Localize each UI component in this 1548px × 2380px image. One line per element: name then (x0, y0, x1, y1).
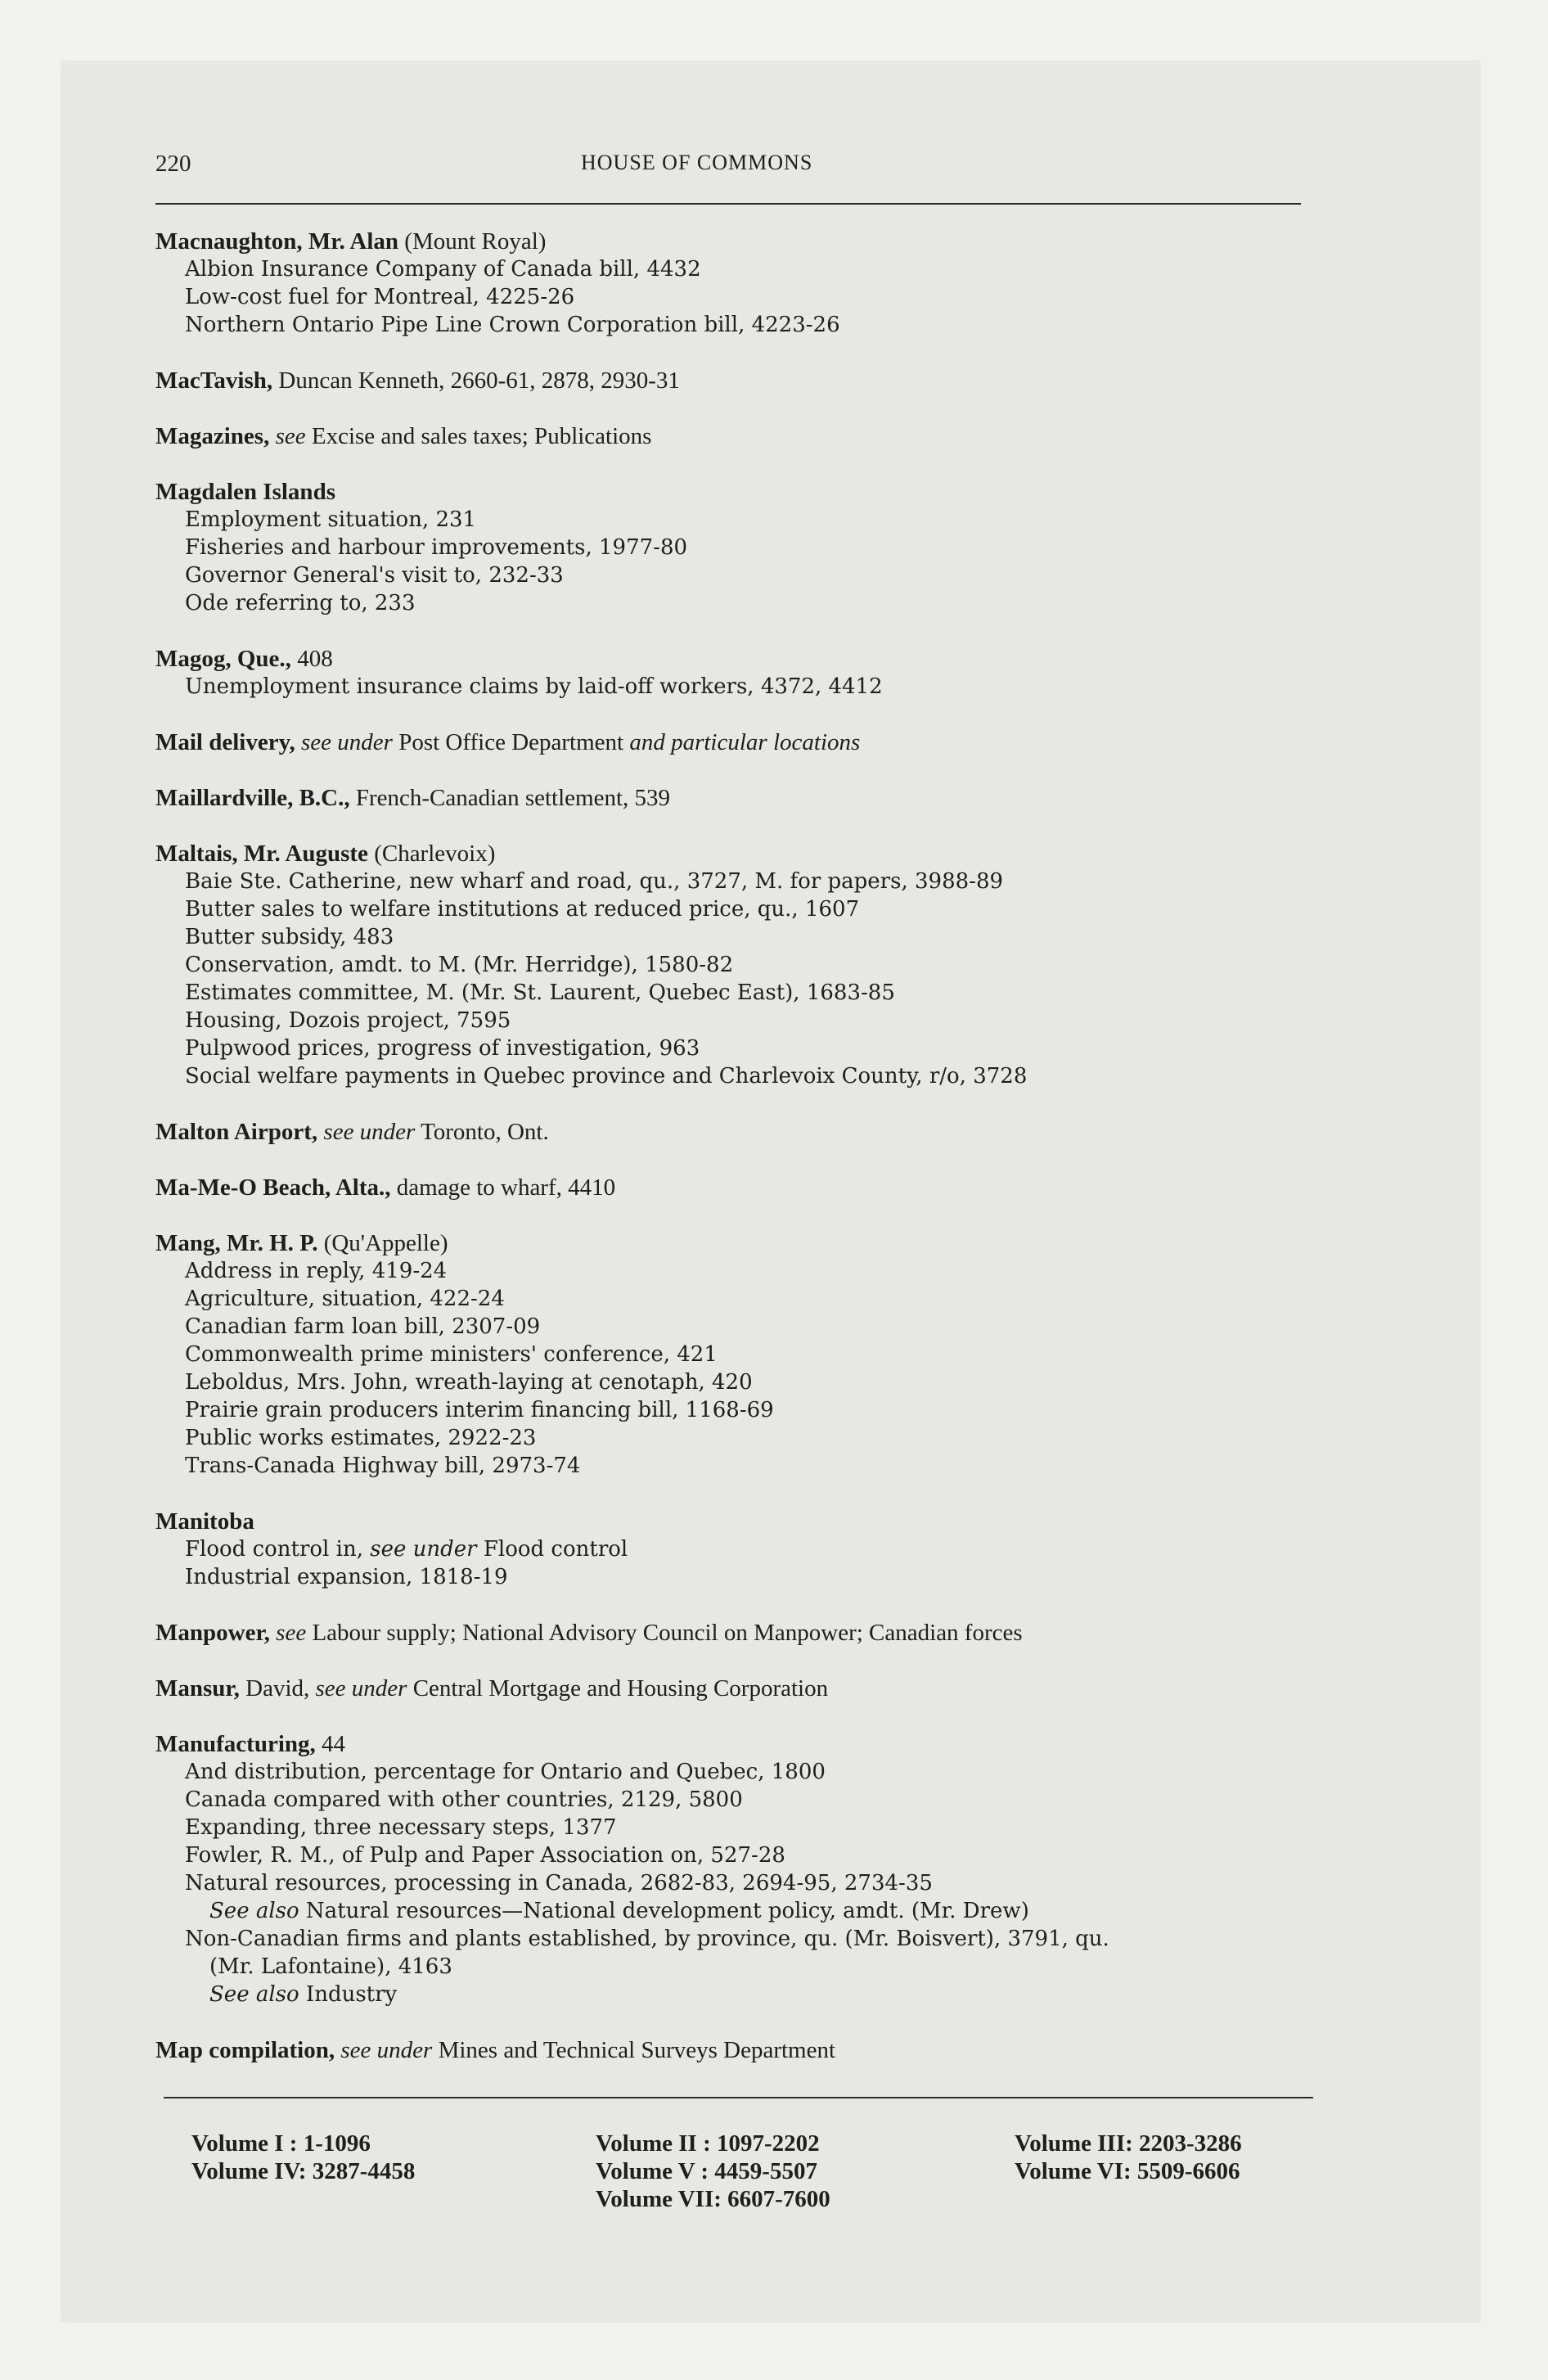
entry-name: Magdalen Islands (155, 479, 335, 505)
index-entry (155, 1174, 1317, 1201)
subentry: Butter sales to welfare institutions at reduced price, qu., 1607 (185, 897, 860, 922)
see-reference: see under (340, 2037, 433, 2063)
entry-text: French-Canadian settlement, 539 (349, 785, 671, 811)
index-entry (155, 1675, 1317, 1702)
subentry: Employment situation, 231 (185, 507, 477, 532)
entry-name: Macnaughton, Mr. Alan (155, 228, 399, 255)
entry-name: Ma-Me-O Beach, Alta., (155, 1174, 391, 1201)
subentry: (Mr. Lafontaine), 4163 (209, 1954, 452, 1979)
volume-footer (191, 2130, 1337, 2220)
subentry: Albion Insurance Company of Canada bill, 4432 (185, 257, 701, 282)
subentry: Northern Ontario Pipe Line Crown Corporation bill, 4223-26 (185, 313, 840, 337)
volume-label: Volume IV: 3287-4458 (191, 2158, 416, 2184)
index-entry (155, 2036, 1317, 2064)
subentry: Pulpwood prices, progress of investigation, 963 (185, 1036, 700, 1061)
subentry: Canadian farm loan bill, 2307-09 (185, 1314, 541, 1339)
entry-heading (155, 645, 1317, 673)
entry-heading (155, 2036, 1317, 2064)
entry-text: Toronto, Ont. (415, 1119, 549, 1145)
subentry: Governor General's visit to, 232-33 (185, 563, 564, 588)
subentry: Unemployment insurance claims by laid-off workers, 4372, 4412 (185, 674, 883, 699)
volume-label: Volume VII: 6607-7600 (596, 2186, 830, 2212)
subentry: Housing, Dozois project, 7595 (185, 1008, 511, 1033)
entry-heading (155, 1229, 1317, 1257)
index-entry (155, 645, 1317, 701)
index-entry (155, 478, 1317, 617)
entry-text: Excise and sales taxes; Publications (305, 423, 652, 449)
see-reference: see under (370, 1537, 477, 1562)
subentry: And distribution, percentage for Ontario and Quebec, 1800 (185, 1760, 826, 1784)
subentry: Canada compared with other countries, 2129, 5800 (185, 1787, 743, 1812)
entry-name: Mansur, (155, 1675, 240, 1702)
entry-text: Central Mortgage and Housing Corporation (407, 1675, 829, 1702)
see-reference: See also (209, 1982, 299, 2007)
subentry: Address in reply, 419-24 (185, 1259, 448, 1283)
volume-label: Volume VI: 5509-6606 (1015, 2158, 1240, 2184)
entry-name: MacTavish, (155, 367, 273, 394)
subentry: Baie Ste. Catherine, new wharf and road, qu., 3727, M. for papers, 3988-89 (185, 869, 1004, 894)
see-reference: see (276, 1620, 307, 1646)
index-entry (155, 422, 1317, 450)
subentry: Natural resources, processing in Canada, 2682-83, 2694-95, 2734-35 (185, 1871, 933, 1895)
see-reference: see (275, 423, 306, 449)
index-entry (155, 228, 1317, 339)
subentry: Estimates committee, M. (Mr. St. Laurent, Quebec East), 1683-85 (185, 980, 895, 1005)
subentry: Ode referring to, 233 (185, 591, 416, 615)
entry-text: Post Office Department (392, 729, 630, 755)
subentry: Low-cost fuel for Montreal, 4225-26 (185, 285, 575, 309)
entry-text: Duncan Kenneth, 2660-61, 2878, 2930-31 (272, 367, 680, 394)
entry-text: Mines and Technical Surveys Department (432, 2037, 836, 2063)
entry-text: 44 (315, 1731, 345, 1757)
entry-name: Manpower, (155, 1620, 270, 1646)
running-head: HOUSE OF COMMONS (581, 151, 813, 174)
entry-name: Malton Airport, (155, 1119, 318, 1145)
entry-name: Mail delivery, (155, 729, 295, 755)
index-entry (155, 367, 1317, 394)
subentry: Commonwealth prime ministers' conference, 421 (185, 1342, 718, 1367)
entry-name: Manufacturing, (155, 1731, 316, 1757)
entry-heading (155, 1619, 1317, 1647)
subentry: See also Industry (209, 1982, 398, 2007)
entry-name: Manitoba (155, 1508, 254, 1535)
volume-label: Volume III: 2203-3286 (1015, 2130, 1242, 2157)
subentry: Fowler, R. M., of Pulp and Paper Association on, 527-28 (185, 1843, 785, 1868)
entry-text-italic: and particular locations (629, 729, 861, 755)
volume-label: Volume II : 1097-2202 (596, 2130, 820, 2157)
entry-heading (155, 367, 1317, 394)
index-entry (155, 1619, 1317, 1647)
entry-heading (155, 784, 1317, 812)
entry-heading (155, 228, 1317, 255)
entry-heading (155, 1508, 1317, 1535)
entry-name: Mang, Mr. H. P. (155, 1230, 318, 1256)
volume-label: Volume I : 1-1096 (191, 2130, 371, 2157)
subentry: See also Natural resources—National development policy, amdt. (Mr. Drew) (209, 1899, 1029, 1923)
entry-name: Magog, Que., (155, 646, 291, 672)
subentry: Prairie grain producers interim financing bill, 1168-69 (185, 1398, 774, 1422)
index-entry (155, 1730, 1317, 2008)
entry-text: David, (239, 1675, 316, 1702)
entry-name: Map compilation, (155, 2037, 335, 2063)
entry-name: Maillardville, B.C., (155, 785, 350, 811)
subentry: Butter subsidy, 483 (185, 925, 394, 949)
subentry: Public works estimates, 2922-23 (185, 1426, 537, 1450)
entry-text: damage to wharf, 4410 (390, 1174, 616, 1201)
page-number: 220 (155, 151, 191, 177)
index-entries (155, 228, 1317, 2092)
subentry: Trans-Canada Highway bill, 2973-74 (185, 1454, 581, 1478)
subentry: Expanding, three necessary steps, 1377 (185, 1815, 617, 1840)
subentry: Flood control in, see under Flood control (185, 1537, 628, 1562)
subentry: Leboldus, Mrs. John, wreath-laying at cenotaph, 420 (185, 1370, 753, 1395)
volume-label: Volume V : 4459-5507 (596, 2158, 817, 2184)
entry-name: Magazines, (155, 423, 270, 449)
see-reference: See also (209, 1899, 299, 1923)
see-reference: see under (301, 729, 393, 755)
entry-text: (Mount Royal) (398, 228, 547, 255)
index-entry (155, 1118, 1317, 1146)
index-entry (155, 840, 1317, 1090)
subentry: Social welfare payments in Quebec province and Charlevoix County, r/o, 3728 (185, 1064, 1028, 1089)
index-entry (155, 728, 1317, 756)
index-entry (155, 1508, 1317, 1591)
subentry: Agriculture, situation, 422-24 (185, 1287, 505, 1311)
entry-heading (155, 1675, 1317, 1702)
entry-text: (Charlevoix) (367, 841, 496, 867)
entry-heading (155, 840, 1317, 868)
entry-heading (155, 1174, 1317, 1201)
entry-text: (Qu'Appelle) (317, 1230, 448, 1256)
entry-heading (155, 1730, 1317, 1758)
entry-heading (155, 422, 1317, 450)
page-header (155, 151, 1301, 183)
entry-text: 408 (290, 646, 333, 672)
entry-heading (155, 478, 1317, 506)
header-rule (155, 203, 1301, 205)
entry-heading (155, 728, 1317, 756)
subentry: Fisheries and harbour improvements, 1977-80 (185, 535, 688, 560)
subentry: Conservation, amdt. to M. (Mr. Herridge), 1580-82 (185, 953, 734, 977)
entry-text: Labour supply; National Advisory Council on Manpower; Canadian forces (306, 1620, 1023, 1646)
entry-heading (155, 1118, 1317, 1146)
subentry: Non-Canadian firms and plants established, by province, qu. (Mr. Boisvert), 3791, qu. (185, 1927, 1109, 1951)
entry-name: Maltais, Mr. Auguste (155, 841, 368, 867)
see-reference: see under (315, 1675, 407, 1702)
see-reference: see under (323, 1119, 416, 1145)
index-entry (155, 784, 1317, 812)
subentry: Industrial expansion, 1818-19 (185, 1565, 508, 1589)
footer-rule (164, 2097, 1313, 2098)
index-entry (155, 1229, 1317, 1480)
